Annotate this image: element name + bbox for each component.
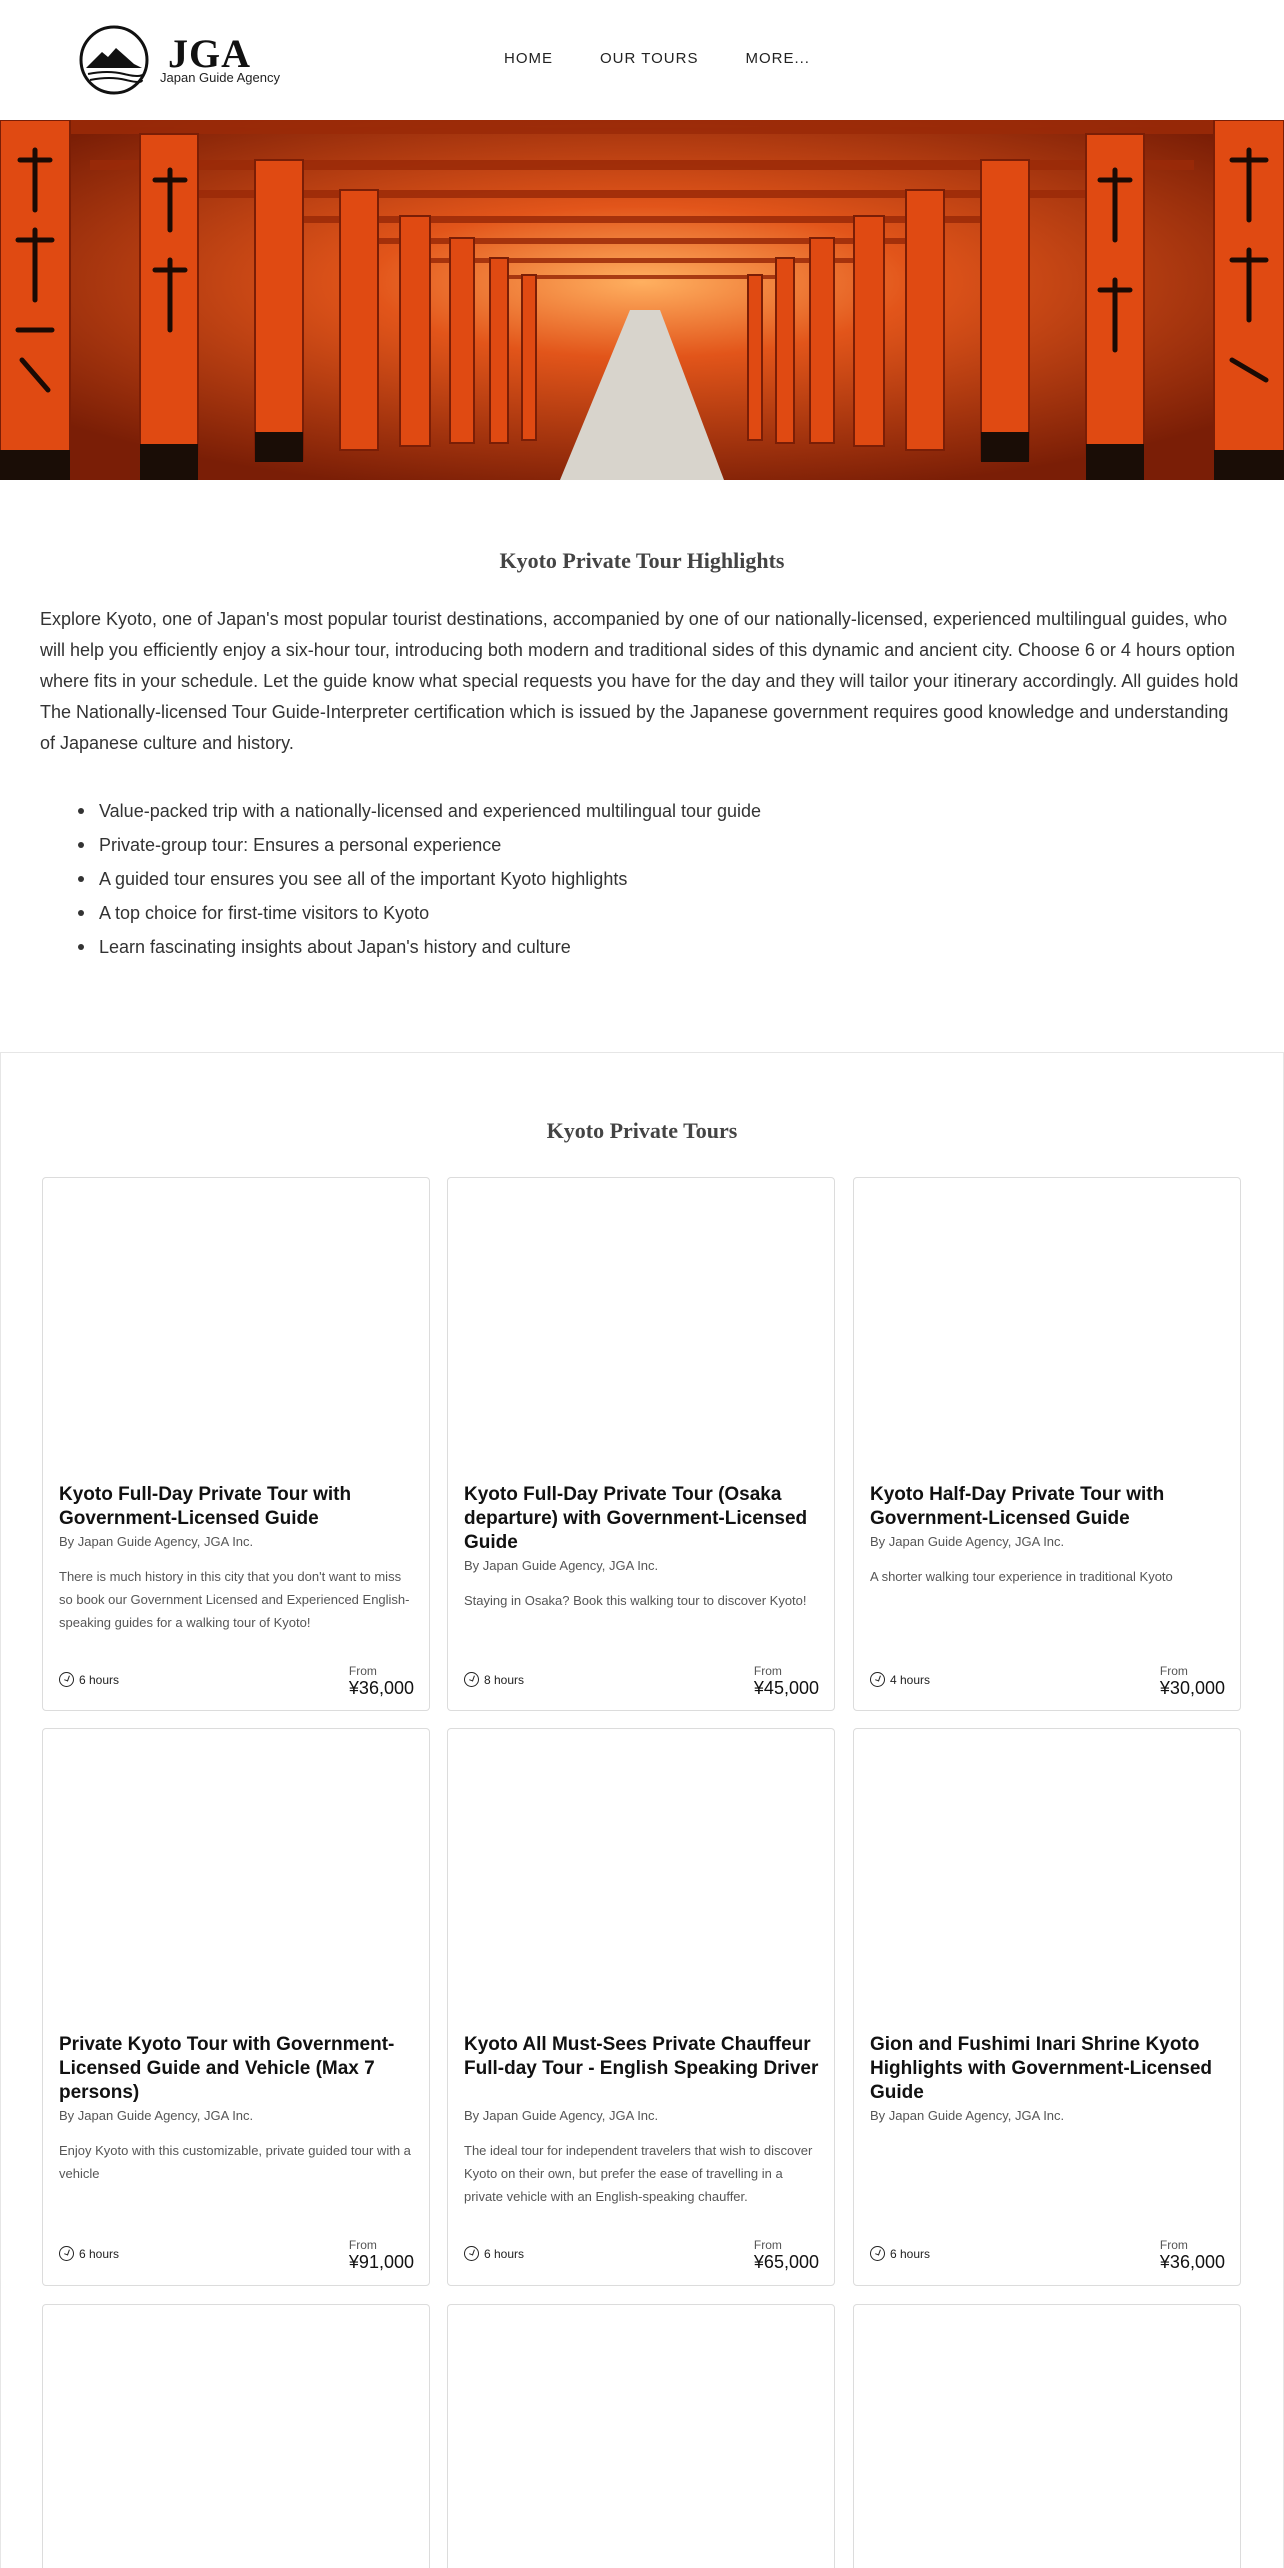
list-item: A guided tour ensures you see all of the important Kyoto highlights (99, 862, 1219, 896)
highlights-list (99, 794, 1219, 964)
tour-card[interactable] (42, 2304, 430, 2568)
tour-duration: 6 hours (59, 2246, 119, 2261)
site-header (0, 0, 1284, 120)
logo-mountain-icon (78, 24, 150, 96)
list-item: Private-group tour: Ensures a personal experience (99, 828, 1219, 862)
tour-card[interactable] (853, 1177, 1241, 1711)
tour-card[interactable] (447, 2304, 835, 2568)
nav-more[interactable]: MORE... (745, 50, 810, 67)
nav-our-tours[interactable]: OUR TOURS (600, 50, 699, 67)
tour-duration: 6 hours (870, 2246, 930, 2261)
tour-price: From ¥36,000 (1159, 2238, 1225, 2272)
tour-card[interactable] (42, 1177, 430, 1711)
tour-price: From ¥45,000 (753, 1664, 819, 1698)
tours-title: Kyoto Private Tours (546, 1118, 738, 1143)
tour-operator: By Japan Guide Agency, JGA Inc. (870, 2108, 1065, 2123)
tour-operator: By Japan Guide Agency, JGA Inc. (464, 2108, 659, 2123)
clock-icon (870, 1672, 885, 1687)
tour-card[interactable] (853, 2304, 1241, 2568)
tour-operator: By Japan Guide Agency, JGA Inc. (464, 1558, 659, 1573)
hero-image (0, 120, 1284, 480)
tour-title[interactable]: Kyoto Full-Day Private Tour with Government-Licensed Guide (59, 1484, 352, 1529)
list-item: Learn fascinating insights about Japan's history and culture (99, 930, 1219, 964)
logo-text: JGA (168, 31, 251, 76)
tour-description: Staying in Osaka? Book this walking tour to discover Kyoto! (464, 1593, 807, 1608)
tour-duration: 6 hours (464, 2246, 524, 2261)
highlights-title: Kyoto Private Tour Highlights (499, 548, 785, 573)
tour-card[interactable] (853, 1728, 1241, 2286)
tour-duration: 4 hours (870, 1672, 930, 1687)
clock-icon (870, 2246, 885, 2261)
tour-title[interactable]: Gion and Fushimi Inari Shrine Kyoto Highlights with Government-Licensed Guide (870, 2034, 1213, 2103)
tour-description: Enjoy Kyoto with this customizable, private guided tour with a vehicle (59, 2143, 411, 2181)
clock-icon (59, 2246, 74, 2261)
tour-price: From ¥36,000 (348, 1664, 414, 1698)
tour-description: The ideal tour for independent travelers that wish to discover Kyoto on their own, but prefer the ease of travelling in a private vehicle with an English-speaking chauffer. (464, 2143, 813, 2204)
highlights-paragraph: Explore Kyoto, one of Japan's most popular tourist destinations, accompanied by one of our nationally-licensed, experienced multilingual guides, who will help you efficiently enjoy a six-hour tour, introducing both modern and traditional sides of this dynamic and ancient city. Choose 6 or 4 hours option where fits in your schedule. Let the guide know what special requests you have for the day and they will tailor your itinerary accordingly. All guides hold The Nationally-licensed Tour Guide-Interpreter certification which is issued by the Japanese government requires good knowledge and understanding of Japanese culture and history. (40, 609, 1239, 753)
tour-price: From ¥65,000 (753, 2238, 819, 2272)
logo-subtitle: Japan Guide Agency (160, 70, 280, 85)
tour-description: A shorter walking tour experience in traditional Kyoto (870, 1569, 1173, 1584)
tour-card[interactable] (447, 1728, 835, 2286)
tour-duration: 8 hours (464, 1672, 524, 1687)
tour-operator: By Japan Guide Agency, JGA Inc. (59, 2108, 254, 2123)
clock-icon (59, 1672, 74, 1687)
tour-description: There is much history in this city that you don't want to miss so book our Government Licensed and Experienced English-speaking guides for a walking tour of Kyoto! (59, 1569, 410, 1630)
list-item: Value-packed trip with a nationally-licensed and experienced multilingual tour guide (99, 794, 1219, 828)
tour-card[interactable] (42, 1728, 430, 2286)
clock-icon (464, 1672, 479, 1687)
nav-home[interactable]: HOME (504, 50, 553, 67)
tour-operator: By Japan Guide Agency, JGA Inc. (870, 1534, 1065, 1549)
tour-title[interactable]: Private Kyoto Tour with Government-Licensed Guide and Vehicle (Max 7 persons) (59, 2034, 395, 2103)
main-nav (504, 50, 857, 67)
list-item: A top choice for first-time visitors to Kyoto (99, 896, 1219, 930)
tour-title[interactable]: Kyoto Full-Day Private Tour (Osaka departure) with Government-Licensed Guide (464, 1484, 808, 1553)
tour-title[interactable]: Kyoto All Must-Sees Private Chauffeur Full-day Tour - English Speaking Driver (464, 2034, 819, 2079)
site-logo[interactable] (78, 24, 278, 96)
clock-icon (464, 2246, 479, 2261)
tour-price: From ¥91,000 (348, 2238, 414, 2272)
tour-operator: By Japan Guide Agency, JGA Inc. (59, 1534, 254, 1549)
tour-duration: 6 hours (59, 1672, 119, 1687)
tour-card[interactable] (447, 1177, 835, 1711)
tour-price: From ¥30,000 (1159, 1664, 1225, 1698)
tour-title[interactable]: Kyoto Half-Day Private Tour with Government-Licensed Guide (870, 1484, 1165, 1529)
